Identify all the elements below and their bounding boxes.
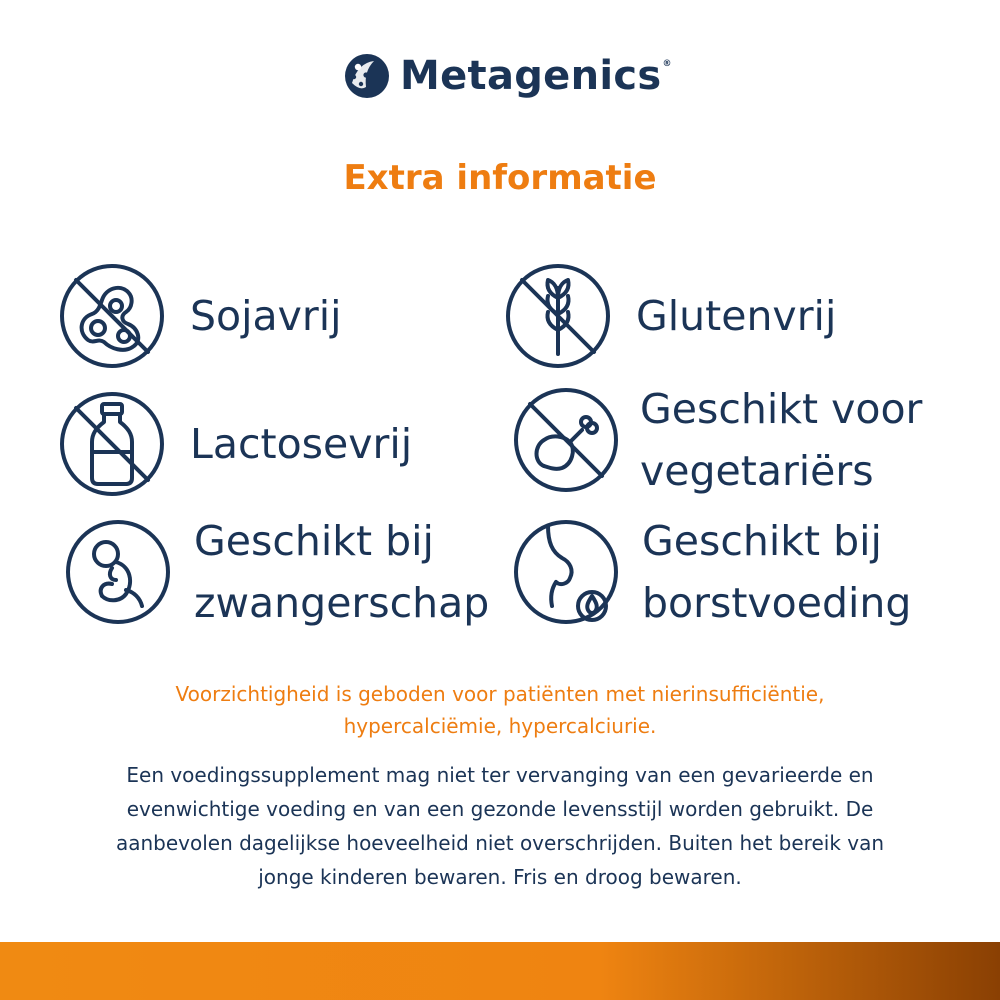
footer-bar xyxy=(0,942,1000,1000)
feature-label-line: borstvoeding xyxy=(642,579,912,627)
feature-pregnancy xyxy=(64,510,489,634)
disclaimer-line: Een voedingssupplement mag niet ter vervanging van een gevarieerde en xyxy=(126,763,874,787)
feature-label-line: vegetariërs xyxy=(640,447,874,495)
feature-breastfeeding xyxy=(512,510,911,634)
metagenics-logo-icon xyxy=(344,53,390,99)
feature-label xyxy=(640,378,922,502)
disclaimer-line: evenwichtige voeding en van een gezonde levensstijl worden gebruikt. De xyxy=(126,797,874,821)
feature-soy-free xyxy=(58,262,342,370)
feature-lactose-free xyxy=(58,390,412,498)
feature-label xyxy=(190,285,342,347)
soy-crossed-icon xyxy=(58,262,166,370)
feature-label xyxy=(190,413,412,475)
registered-mark: ® xyxy=(662,59,672,69)
feature-label-line: Geschikt bij xyxy=(642,517,882,565)
feature-label xyxy=(194,510,489,634)
feature-label-line: Geschikt bij xyxy=(194,517,434,565)
fetus-icon xyxy=(64,518,172,626)
feature-label xyxy=(642,510,911,634)
feature-vegetarian xyxy=(512,378,922,502)
feature-label-line: Glutenvrij xyxy=(636,292,837,340)
feature-label xyxy=(636,285,836,347)
feature-gluten-free xyxy=(504,262,836,370)
brand-name: Metagenics xyxy=(400,53,662,99)
breastfeeding-icon xyxy=(512,518,620,626)
meat-drumstick-crossed-icon xyxy=(512,386,620,494)
disclaimer-text xyxy=(68,758,932,894)
feature-label-line: zwangerschap xyxy=(194,579,490,627)
caution-note xyxy=(80,678,920,742)
disclaimer-line: jonge kinderen bewaren. Fris en droog bewaren. xyxy=(258,865,742,889)
disclaimer-line: aanbevolen dagelijkse hoeveelheid niet overschrijden. Buiten het bereik van xyxy=(115,831,885,855)
page-title: Extra informatie xyxy=(343,158,657,198)
caution-line: Voorzichtigheid is geboden voor patiënten met nierinsufficiëntie, xyxy=(175,682,825,706)
brand-logo xyxy=(344,50,672,102)
milk-bottle-crossed-icon xyxy=(58,390,166,498)
caution-line: hypercalciëmie, hypercalciurie. xyxy=(343,714,657,738)
wheat-crossed-icon xyxy=(504,262,612,370)
feature-label-line: Lactosevrij xyxy=(190,420,413,468)
feature-label-line: Sojavrij xyxy=(190,292,342,340)
feature-label-line: Geschikt voor xyxy=(640,385,923,433)
